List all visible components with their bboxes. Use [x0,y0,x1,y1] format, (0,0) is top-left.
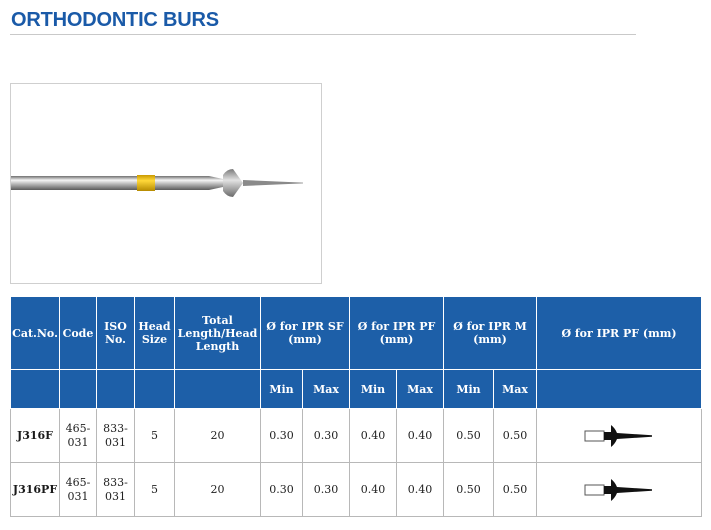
product-photo [10,83,322,284]
spec-table [10,296,702,517]
page-title: ORTHODONTIC BURS [11,9,219,31]
col-cat-no: Cat.No. [11,297,60,370]
cell-pf-min: 0.40 [350,409,397,463]
cell-iso-no: 833- 031 [97,463,135,517]
cell-code: 465- 031 [60,463,97,517]
subheader-m-max: Max [494,370,537,409]
bur-silhouette-icon [584,422,654,450]
subheader-blank [537,370,702,409]
cell-m-min: 0.50 [444,463,494,517]
subheader-pf-min: Min [350,370,397,409]
cell-m-max: 0.50 [494,463,537,517]
subheader-blank [175,370,261,409]
col-ipr-pf-image: Ø for IPR PF (mm) [537,297,702,370]
cell-head-size: 5 [135,409,175,463]
cell-pf-max: 0.40 [397,463,444,517]
cell-sf-min: 0.30 [261,409,303,463]
cell-code: 465- 031 [60,409,97,463]
title-divider [10,34,636,35]
cell-sf-max: 0.30 [303,409,350,463]
cell-iso-no: 833- 031 [97,409,135,463]
cell-bur-profile [537,409,702,463]
col-ipr-pf: Ø for IPR PF (mm) [350,297,444,370]
cell-cat-no: J316PF [11,463,60,517]
cell-m-max: 0.50 [494,409,537,463]
subheader-blank [135,370,175,409]
cell-sf-max: 0.30 [303,463,350,517]
subheader-m-min: Min [444,370,494,409]
bur-silhouette-icon [584,476,654,504]
col-ipr-sf: Ø for IPR SF (mm) [261,297,350,370]
cell-pf-max: 0.40 [397,409,444,463]
table-row [11,463,702,517]
subheader-blank [11,370,60,409]
col-total-length: Total Length/Head Length [175,297,261,370]
subheader-pf-max: Max [397,370,444,409]
cell-bur-profile [537,463,702,517]
subheader-sf-min: Min [261,370,303,409]
subheader-blank [97,370,135,409]
col-ipr-m: Ø for IPR M (mm) [444,297,537,370]
subheader-sf-max: Max [303,370,350,409]
cell-head-size: 5 [135,463,175,517]
table-row [11,409,702,463]
subheader-blank [60,370,97,409]
cell-m-min: 0.50 [444,409,494,463]
col-head-size: Head Size [135,297,175,370]
col-code: Code [60,297,97,370]
cell-cat-no: J316F [11,409,60,463]
orthodontic-bur-photo-icon [11,84,321,283]
cell-total-length: 20 [175,463,261,517]
cell-pf-min: 0.40 [350,463,397,517]
cell-sf-min: 0.30 [261,463,303,517]
col-iso-no: ISO No. [97,297,135,370]
cell-total-length: 20 [175,409,261,463]
